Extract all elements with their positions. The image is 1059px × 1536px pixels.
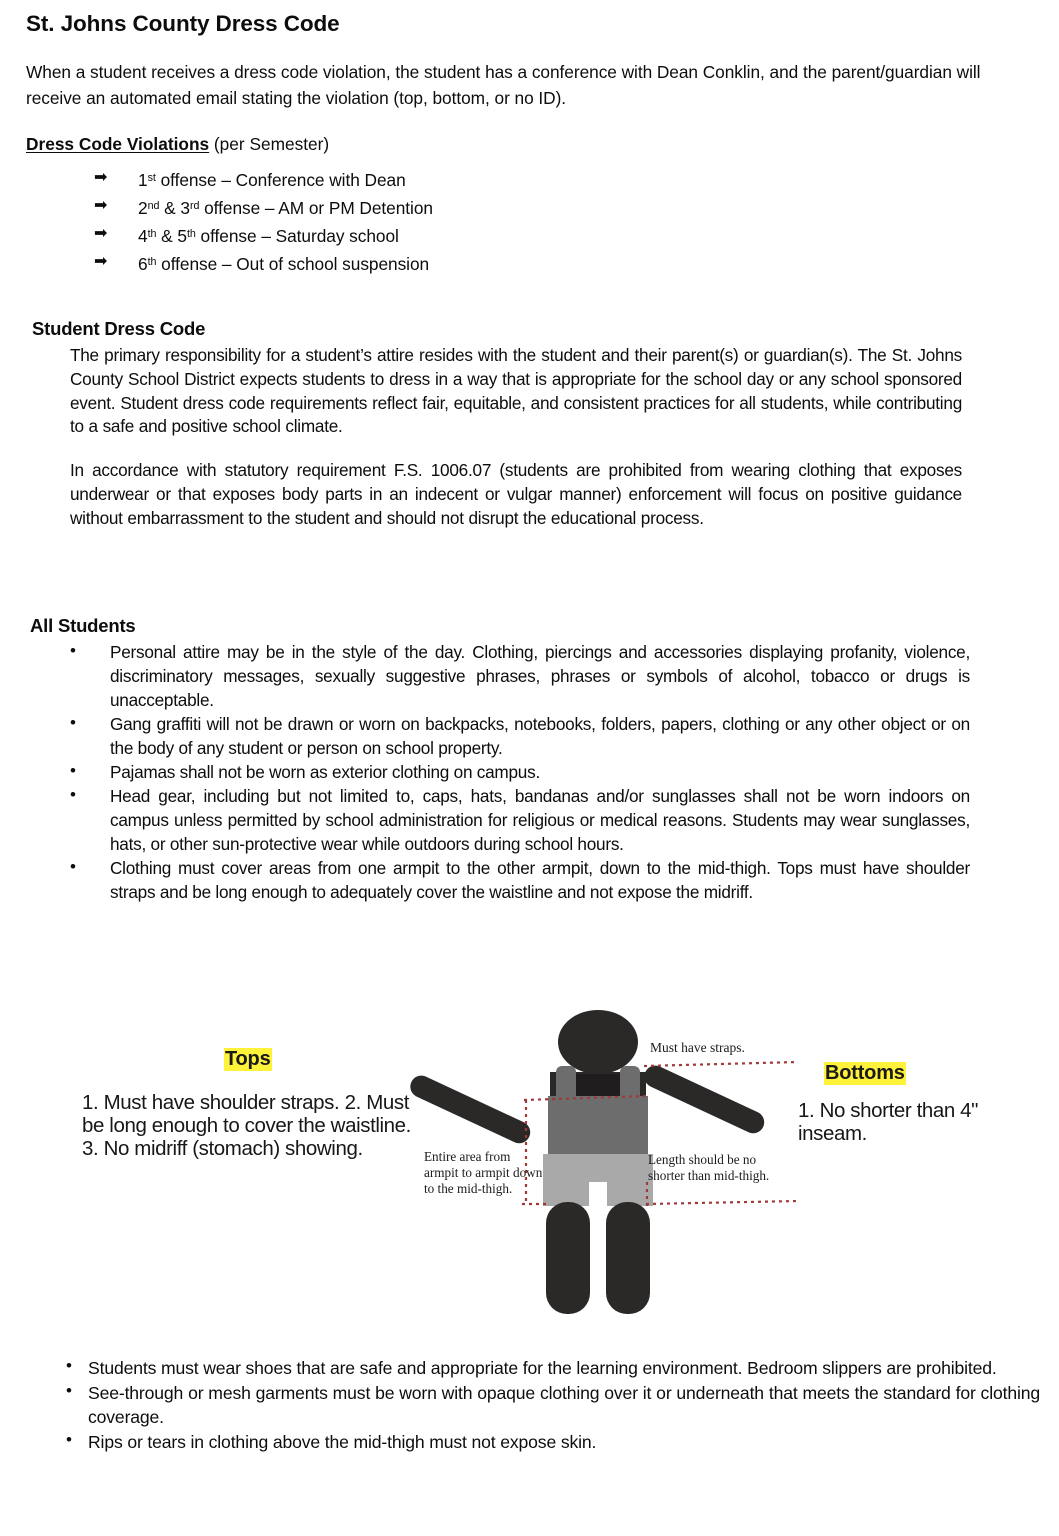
bullet-dot-icon: • [70,784,76,804]
list-item [26,166,986,194]
list-item [30,785,970,857]
annotation-must-have-straps: Must have straps. [650,1040,745,1055]
violation-ordinal: 1 [138,169,148,190]
violation-text: offense – AM or PM Detention [199,197,433,218]
bullet-dot-icon: • [70,760,76,780]
list-item [30,1430,1040,1455]
student-dress-code-body [70,344,962,531]
list-item [30,1356,1040,1381]
all-students-bullet-list [30,641,970,905]
list-item [26,194,986,222]
bottoms-rules-text: 1. No shorter than 4" inseam. [798,1099,979,1145]
violation-ordinal-suffix-2: th [186,227,196,240]
violation-ordinal-suffix-2: rd [189,199,200,212]
arrow-bullet-icon: ➡ [94,168,108,186]
violation-ordinal: 2 [138,197,148,218]
bullet-dot-icon: • [70,856,76,876]
page-title: St. Johns County Dress Code [26,11,340,36]
arrow-bullet-icon: ➡ [94,224,108,242]
violations-heading [26,132,986,156]
all-students-section [30,615,970,905]
bullet-text: Personal attire may be in the style of the day. Clothing, piercings and accessories displaying profanity, violence, discriminatory messages, sexually suggestive phrases, phrases or symbols of alcohol, tobacco or drugs is unacceptable. [110,642,970,710]
bullet-dot-icon: • [66,1429,72,1449]
violation-joiner: & [156,225,178,246]
paragraph: In accordance with statutory requirement F.S. 1006.07 (students are prohibited from wearing clothing that exposes underwear or that exposes body parts in an indecent or vulgar manner) enforcement will focus on positive guidance without embarrassment to the student and should not disrupt the educational process. [70,460,962,528]
violation-ordinal-suffix: st [147,171,156,184]
list-item [30,1381,1040,1430]
arrow-bullet-icon: ➡ [94,252,108,270]
bottoms-heading: Bottoms [825,1062,905,1084]
paragraph: The primary responsibility for a student’s attire resides with the student and their parent(s) or guardian(s). The St. Johns County School District expects students to dress in a way that is appropriate for the school day or any school sponsored event. Student dress code requirements reflect fair, equitable, and consistent practices for all students, while contributing to a safe and positive school climate. [70,345,962,437]
bullet-text: Gang graffiti will not be drawn or worn on backpacks, notebooks, folders, papers, clothing or any other object or on the body of any student or person on school property. [110,713,970,758]
dress-code-diagram [0,1000,1059,1330]
violations-list [26,166,986,278]
bullet-text: Rips or tears in clothing above the mid-thigh must not expose skin. [88,1431,597,1452]
violation-text: offense – Out of school suspension [156,253,430,274]
intro-paragraph: When a student receives a dress code violation, the student has a conference with Dean Conklin, and the parent/guardian will receive an automated email stating the violation (top, bottom, or no ID). [26,62,981,109]
violation-text: offense – Conference with Dean [155,169,406,190]
bullet-text: Clothing must cover areas from one armpit to the other armpit, down to the mid-thigh. Tops must have shoulder straps and be long enough to adequately cover the waistline and not expose the midriff. [110,857,970,902]
list-item [26,250,986,278]
bullet-text: Head gear, including but not limited to, caps, hats, bandanas and/or sunglasses shall not be worn indoors on campus unless permitted by school administration for religious or medical reasons. Students may wear sunglasses, hats, or other sun-protective wear while outdoors during school hours. [110,785,970,854]
guide-line-straps [644,1062,798,1066]
figure-crotch-notch [589,1182,607,1208]
bullet-dot-icon: • [70,712,76,732]
bullet-dot-icon: • [70,641,76,660]
figure-chest-opening [576,1074,620,1096]
violation-ordinal: 4 [138,225,148,246]
violation-ordinal-2: 3 [180,197,190,218]
violation-ordinal-2: 5 [177,225,187,246]
annotation-armpit-to-midthigh: Entire area from armpit to armpit down to the mid-thigh. [424,1149,543,1197]
bullet-text: Students must wear shoes that are safe and appropriate for the learning environment. Bedroom slippers are prohibited. [88,1358,997,1378]
list-item [30,857,970,905]
tops-rules-text: 1. Must have shoulder straps. 2. Must be long enough to cover the waistline. 3. No midriff (stomach) showing. [82,1091,411,1160]
document-header-block [26,10,986,278]
arrow-bullet-icon: ➡ [94,196,108,214]
violation-text: offense – Saturday school [195,225,399,246]
bullet-text: Pajamas shall not be worn as exterior clothing on campus. [110,761,540,782]
violation-joiner: & [159,197,181,218]
violations-heading-underlined: Dress Code Violations [26,133,210,154]
section-heading-all-students: All Students [30,615,136,636]
figure-torso-top [548,1096,648,1154]
additional-rules-bullet-list [30,1356,1040,1455]
list-item [30,713,970,761]
bullet-text: See-through or mesh garments must be worn with opaque clothing over it or underneath that meets the standard for clothing coverage. [88,1382,1040,1428]
figure-right-leg [606,1202,650,1314]
list-item [30,761,970,785]
section-heading-student-dress-code: Student Dress Code [32,318,206,339]
tops-heading: Tops [225,1048,271,1070]
figure-left-leg [546,1202,590,1314]
bullet-dot-icon: • [66,1356,72,1375]
figure-head [558,1010,638,1074]
annotation-length-midthigh: Length should be no shorter than mid-thigh. [648,1152,770,1184]
guide-line-midthigh-right [646,1201,798,1204]
additional-rules-section [30,1352,1040,1455]
bullet-dot-icon: • [66,1380,72,1400]
violation-ordinal-suffix: th [147,256,157,268]
student-dress-code-section [32,318,962,531]
violation-ordinal-suffix: nd [147,199,160,212]
list-item [26,222,986,250]
violation-ordinal: 6 [138,253,148,274]
violations-heading-suffix: (per Semester) [209,133,330,154]
list-item [30,641,970,713]
figure-illustration [398,1004,798,1324]
violation-ordinal-suffix: th [147,227,157,240]
